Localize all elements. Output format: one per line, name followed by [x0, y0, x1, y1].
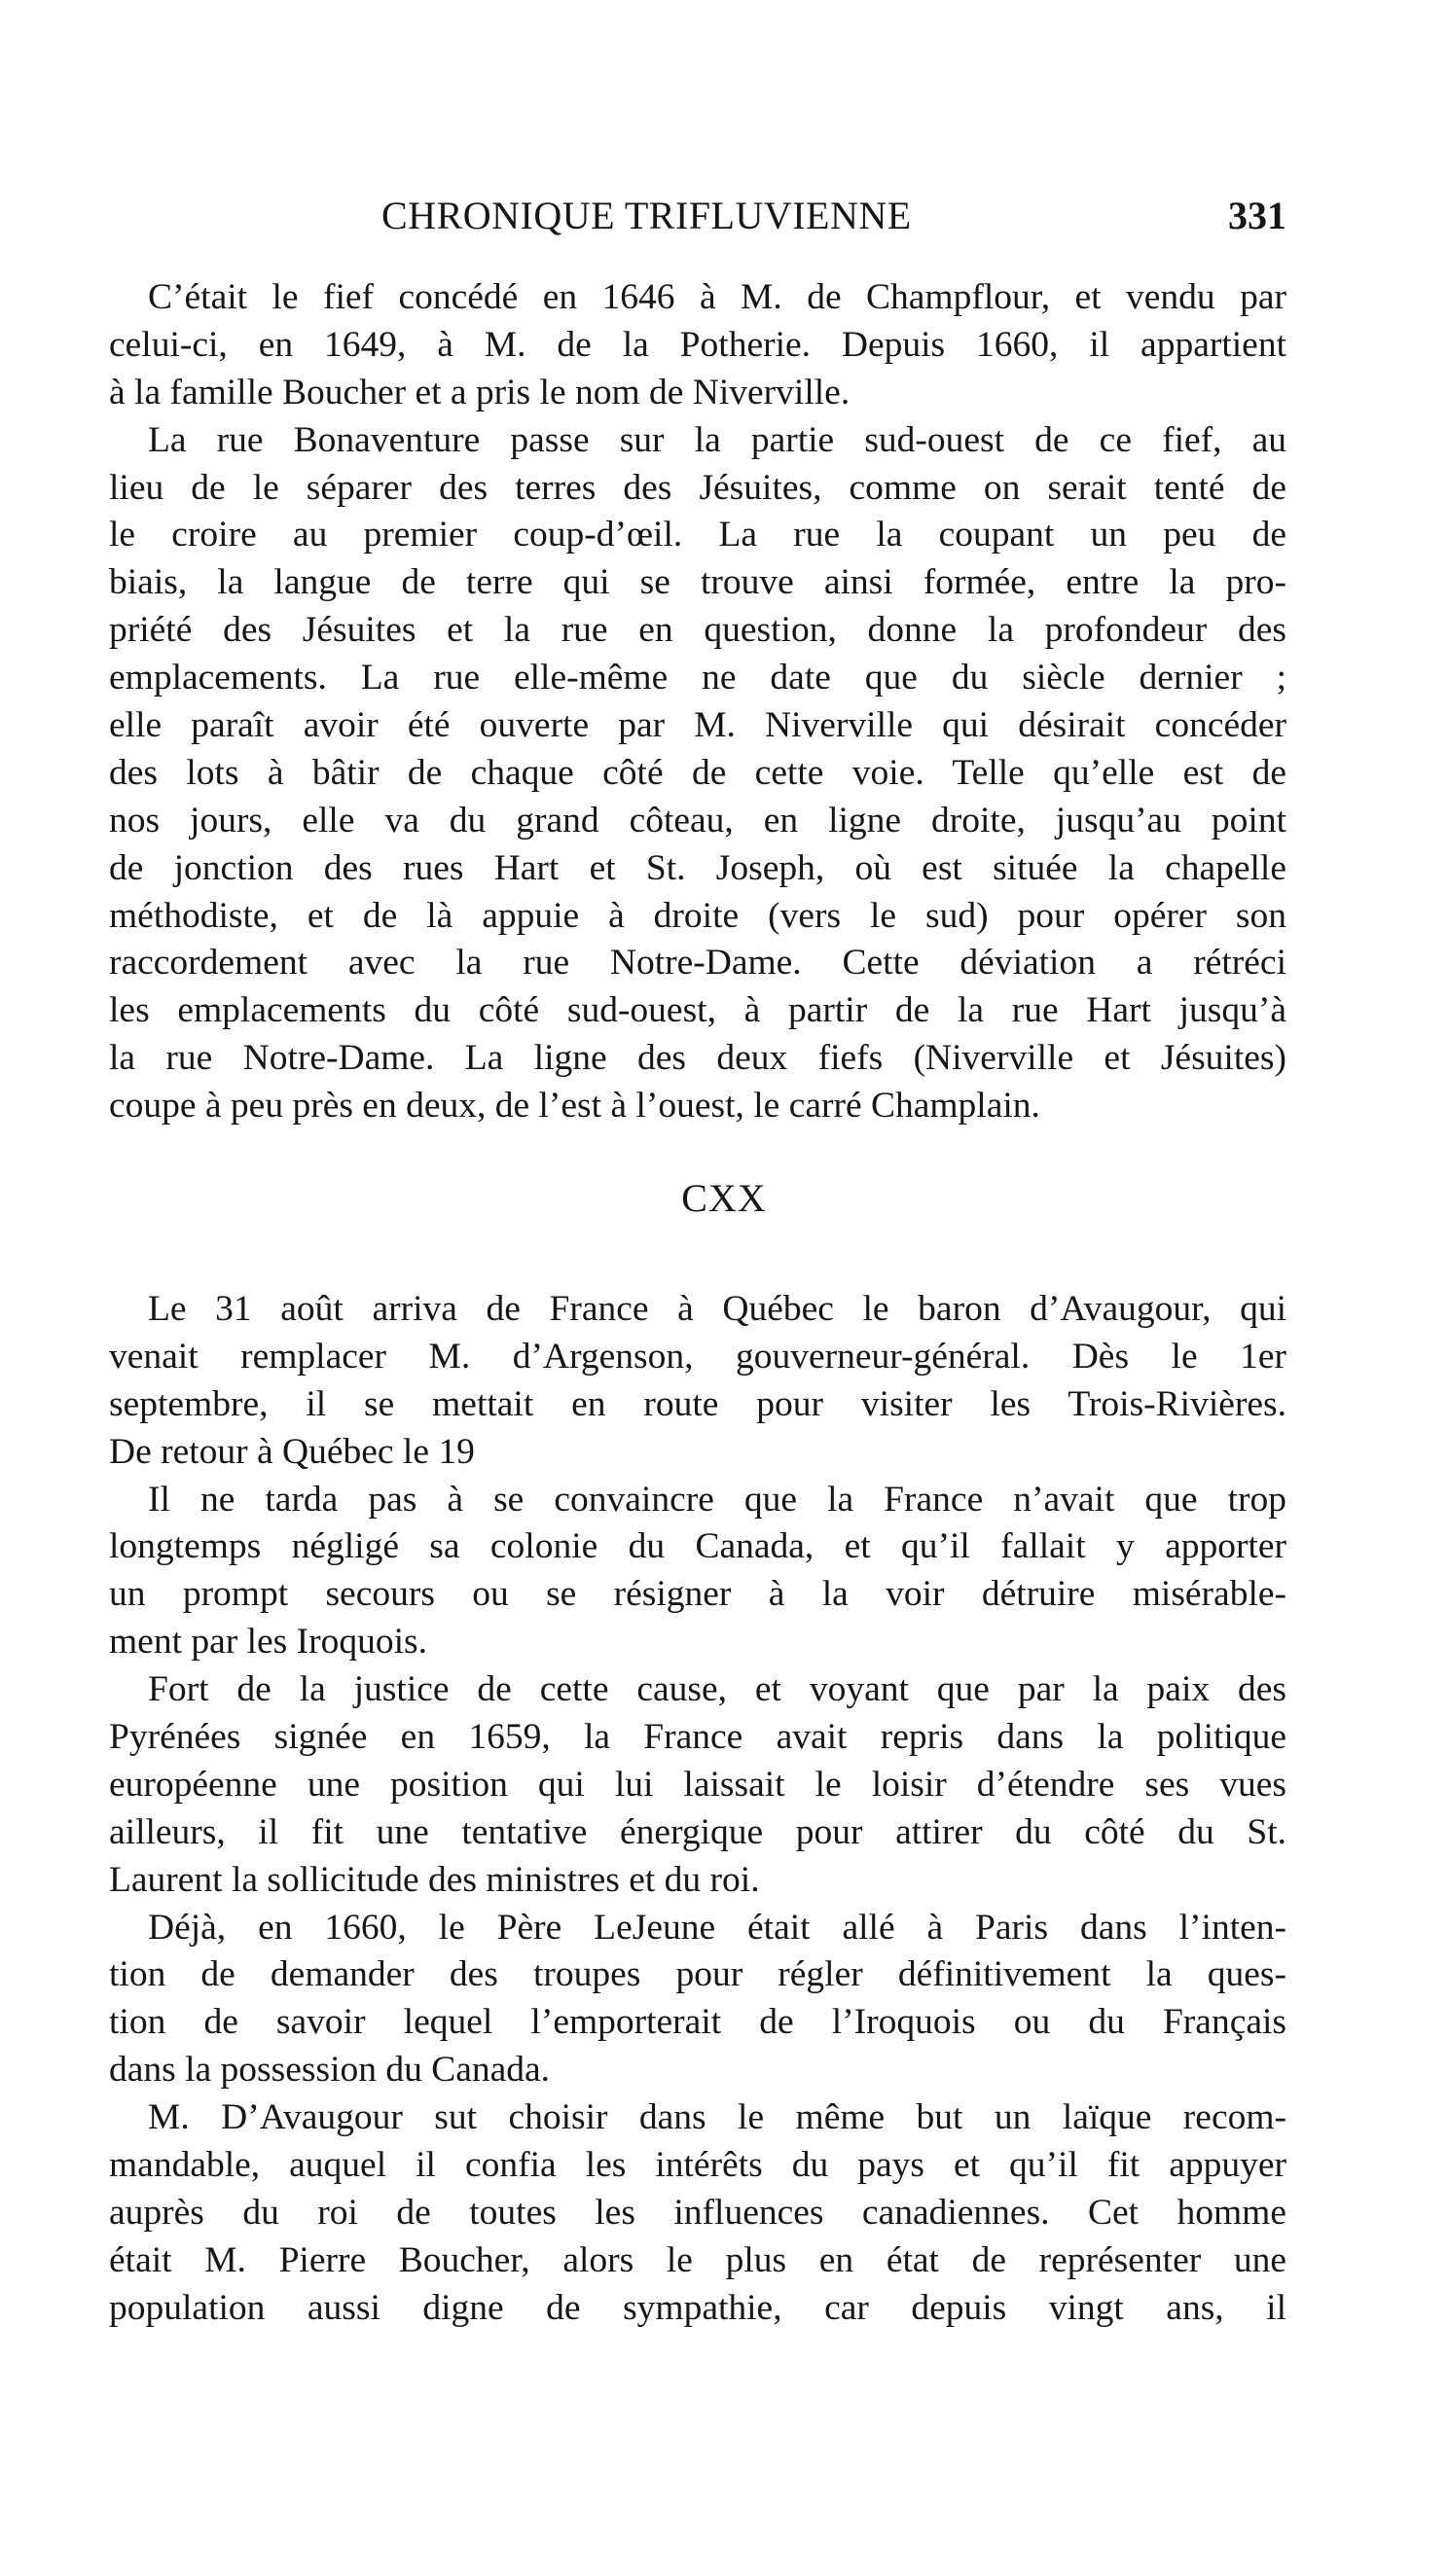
text-line: tion de demander des troupes pour régler définitivement la ques- [109, 1954, 1286, 1995]
text-line: celui-ci, en 1649, à M. de la Potherie. Depuis 1660, il appartient [109, 324, 1286, 365]
section-heading: CXX [681, 1176, 767, 1220]
text-line: population aussi digne de sympathie, car depuis vingt ans, il [109, 2287, 1286, 2328]
text-line: lieu de le séparer des terres des Jésuites, comme on serait tenté de [109, 467, 1286, 508]
text-line: Pyrénées signée en 1659, la France avait repris dans la politique [109, 1717, 1286, 1758]
text-line: méthodiste, et de là appuie à droite (vers le sud) pour opérer son [109, 895, 1286, 936]
text-line: Il ne tarda pas à se convaincre que la France n’avait que trop [148, 1479, 1286, 1520]
text-line: Déjà, en 1660, le Père LeJeune était allé à Paris dans l’inten- [148, 1907, 1286, 1948]
running-title: CHRONIQUE TRIFLUVIENNE [381, 194, 912, 237]
text-line: ment par les Iroquois. [109, 1622, 428, 1663]
text-line: septembre, il se mettait en route pour visiter les Trois-Rivières. [109, 1383, 1286, 1424]
text-line: des lots à bâtir de chaque côté de cette voie. Telle qu’elle est de [109, 752, 1286, 793]
text-line: C’était le fief concédé en 1646 à M. de Champflour, et vendu par [148, 277, 1286, 317]
text-line: nos jours, elle va du grand côteau, en ligne droite, jusqu’au point [109, 800, 1286, 841]
text-line: de jonction des rues Hart et St. Joseph, où est située la chapelle [109, 847, 1286, 888]
text-line: venait remplacer M. d’Argenson, gouverneur-général. Dès le 1er [109, 1336, 1286, 1377]
text-line: longtemps négligé sa colonie du Canada, et qu’il fallait y apporter [109, 1526, 1286, 1567]
text-line: De retour à Québec le 19 [109, 1431, 475, 1472]
text-line: mandable, auquel il confia les intérêts du pays et qu’il fit appuyer [109, 2145, 1286, 2186]
text-line: Fort de la justice de cette cause, et voyant que par la paix des [148, 1669, 1286, 1710]
text-line: les emplacements du côté sud-ouest, à partir de la rue Hart jusqu’à [109, 990, 1286, 1031]
text-line: La rue Bonaventure passe sur la partie sud-ouest de ce fief, au [148, 419, 1286, 460]
text-line: tion de savoir lequel l’emporterait de l’Iroquois ou du Français [109, 2002, 1286, 2043]
text-line: biais, la langue de terre qui se trouve ainsi formée, entre la pro- [109, 562, 1286, 603]
text-block-upper [109, 274, 1286, 1130]
text-line: coupe à peu près en deux, de l’est à l’ouest, le carré Champlain. [109, 1086, 1040, 1127]
text-line: était M. Pierre Boucher, alors le plus en état de représenter une [109, 2239, 1286, 2280]
text-line: elle paraît avoir été ouverte par M. Niverville qui désirait concéder [109, 705, 1286, 746]
text-line: raccordement avec la rue Notre-Dame. Cette déviation a rétréci [109, 943, 1286, 984]
text-block-lower [109, 1286, 1286, 2333]
text-line: Le 31 août arriva de France à Québec le baron d’Avaugour, qui [148, 1289, 1286, 1329]
text-line: M. D’Avaugour sut choisir dans le même but un laïque recom- [148, 2097, 1286, 2138]
text-line: emplacements. La rue elle-même ne date que du siècle dernier ; [109, 658, 1286, 698]
page-number: 331 [1228, 194, 1286, 237]
text-line: ailleurs, il fit une tentative énergique pour attirer du côté du St. [109, 1811, 1286, 1852]
text-line: un prompt secours ou se résigner à la voir détruire misérable- [109, 1574, 1286, 1615]
text-line: le croire au premier coup-d’œil. La rue la coupant un peu de [109, 515, 1286, 555]
text-line: européenne une position qui lui laissait le loisir d’étendre ses vues [109, 1764, 1286, 1805]
text-line: dans la possession du Canada. [109, 2050, 551, 2091]
text-line: auprès du roi de toutes les influences canadiennes. Cet homme [109, 2192, 1286, 2233]
running-head [109, 193, 1286, 243]
text-line: priété des Jésuites et la rue en question, donne la profondeur des [109, 610, 1286, 651]
text-line: la rue Notre-Dame. La ligne des deux fiefs (Niverville et Jésuites) [109, 1038, 1286, 1079]
text-line: à la famille Boucher et a pris le nom de Niverville. [109, 372, 851, 412]
text-line: Laurent la sollicitude des ministres et du roi. [109, 1859, 760, 1900]
